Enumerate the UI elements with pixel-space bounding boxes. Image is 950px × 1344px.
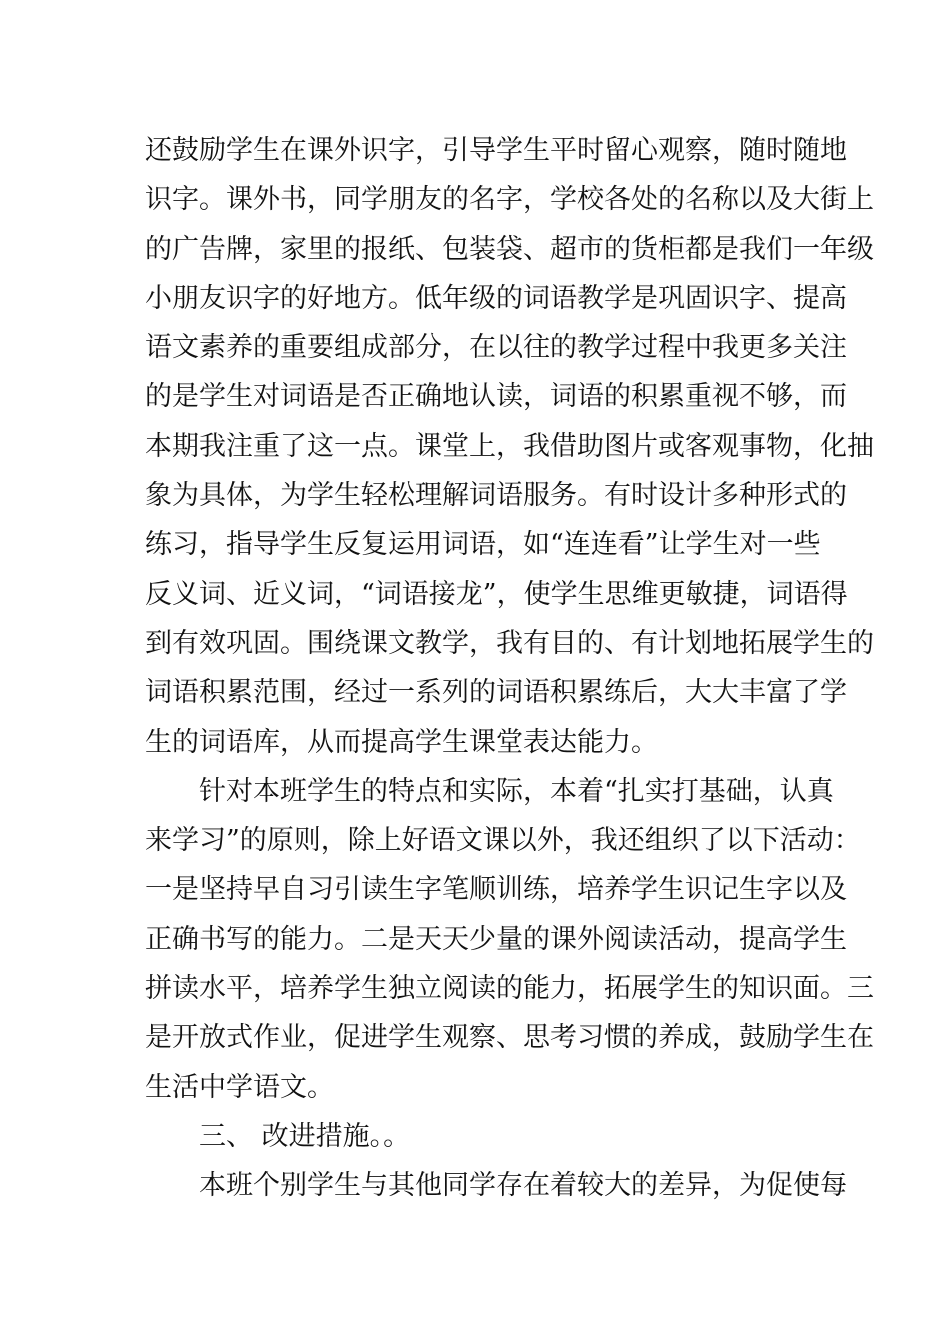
text-line: 的广告牌，家里的报纸、包装袋、超市的货柜都是我们一年级 <box>145 233 874 265</box>
text-line: 正确书写的能力。二是天天少量的课外阅读活动，提高学生 <box>145 923 847 955</box>
text-line: 拼读水平，培养学生独立阅读的能力，拓展学生的知识面。三 <box>145 973 874 1005</box>
text-line: 本班个别学生与其他同学存在着较大的差异，为促使每 <box>199 1170 847 1202</box>
text-line: 到有效巩固。围绕课文教学，我有目的、有计划地拓展学生的 <box>145 627 874 659</box>
text-line: 识字。课外书，同学朋友的名字，学校各处的名称以及大街上 <box>145 184 874 216</box>
text-line: 反义词、近义词，“词语接龙”，使学生思维更敏捷，词语得 <box>145 578 848 610</box>
text-line: 象为具体，为学生轻松理解词语服务。有时设计多种形式的 <box>145 480 847 512</box>
text-line: 小朋友识字的好地方。低年级的词语教学是巩固识字、提高 <box>145 282 847 314</box>
text-line: 本期我注重了这一点。课堂上，我借助图片或客观事物，化抽 <box>145 430 874 462</box>
text-line: 语文素养的重要组成部分，在以往的教学过程中我更多关注 <box>145 332 847 364</box>
text-line: 练习，指导学生反复运用词语，如“连连看”让学生对一些 <box>145 529 821 561</box>
text-line: 生的词语库，从而提高学生课堂表达能力。 <box>145 726 658 758</box>
text-line: 一是坚持早自习引读生字笔顺训练，培养学生识记生字以及 <box>145 874 847 906</box>
text-line: 针对本班学生的特点和实际，本着“扎实打基础，认真 <box>199 775 834 807</box>
text-line: 生活中学语文。 <box>145 1071 334 1103</box>
text-line: 还鼓励学生在课外识字，引导学生平时留心观察，随时随地 <box>145 135 847 166</box>
text-line: 词语积累范围，经过一系列的词语积累练后，大大丰富了学 <box>145 677 847 709</box>
text-line: 是开放式作业，促进学生观察、思考习惯的养成，鼓励学生在 <box>145 1022 874 1054</box>
text-line: 三、 改进措施。。 <box>199 1120 411 1152</box>
body-text <box>145 126 874 1211</box>
text-line: 的是学生对词语是否正确地认读，词语的积累重视不够，而 <box>145 381 847 413</box>
text-line: 来学习”的原则，除上好语文课以外，我还组织了以下活动： <box>145 825 861 857</box>
